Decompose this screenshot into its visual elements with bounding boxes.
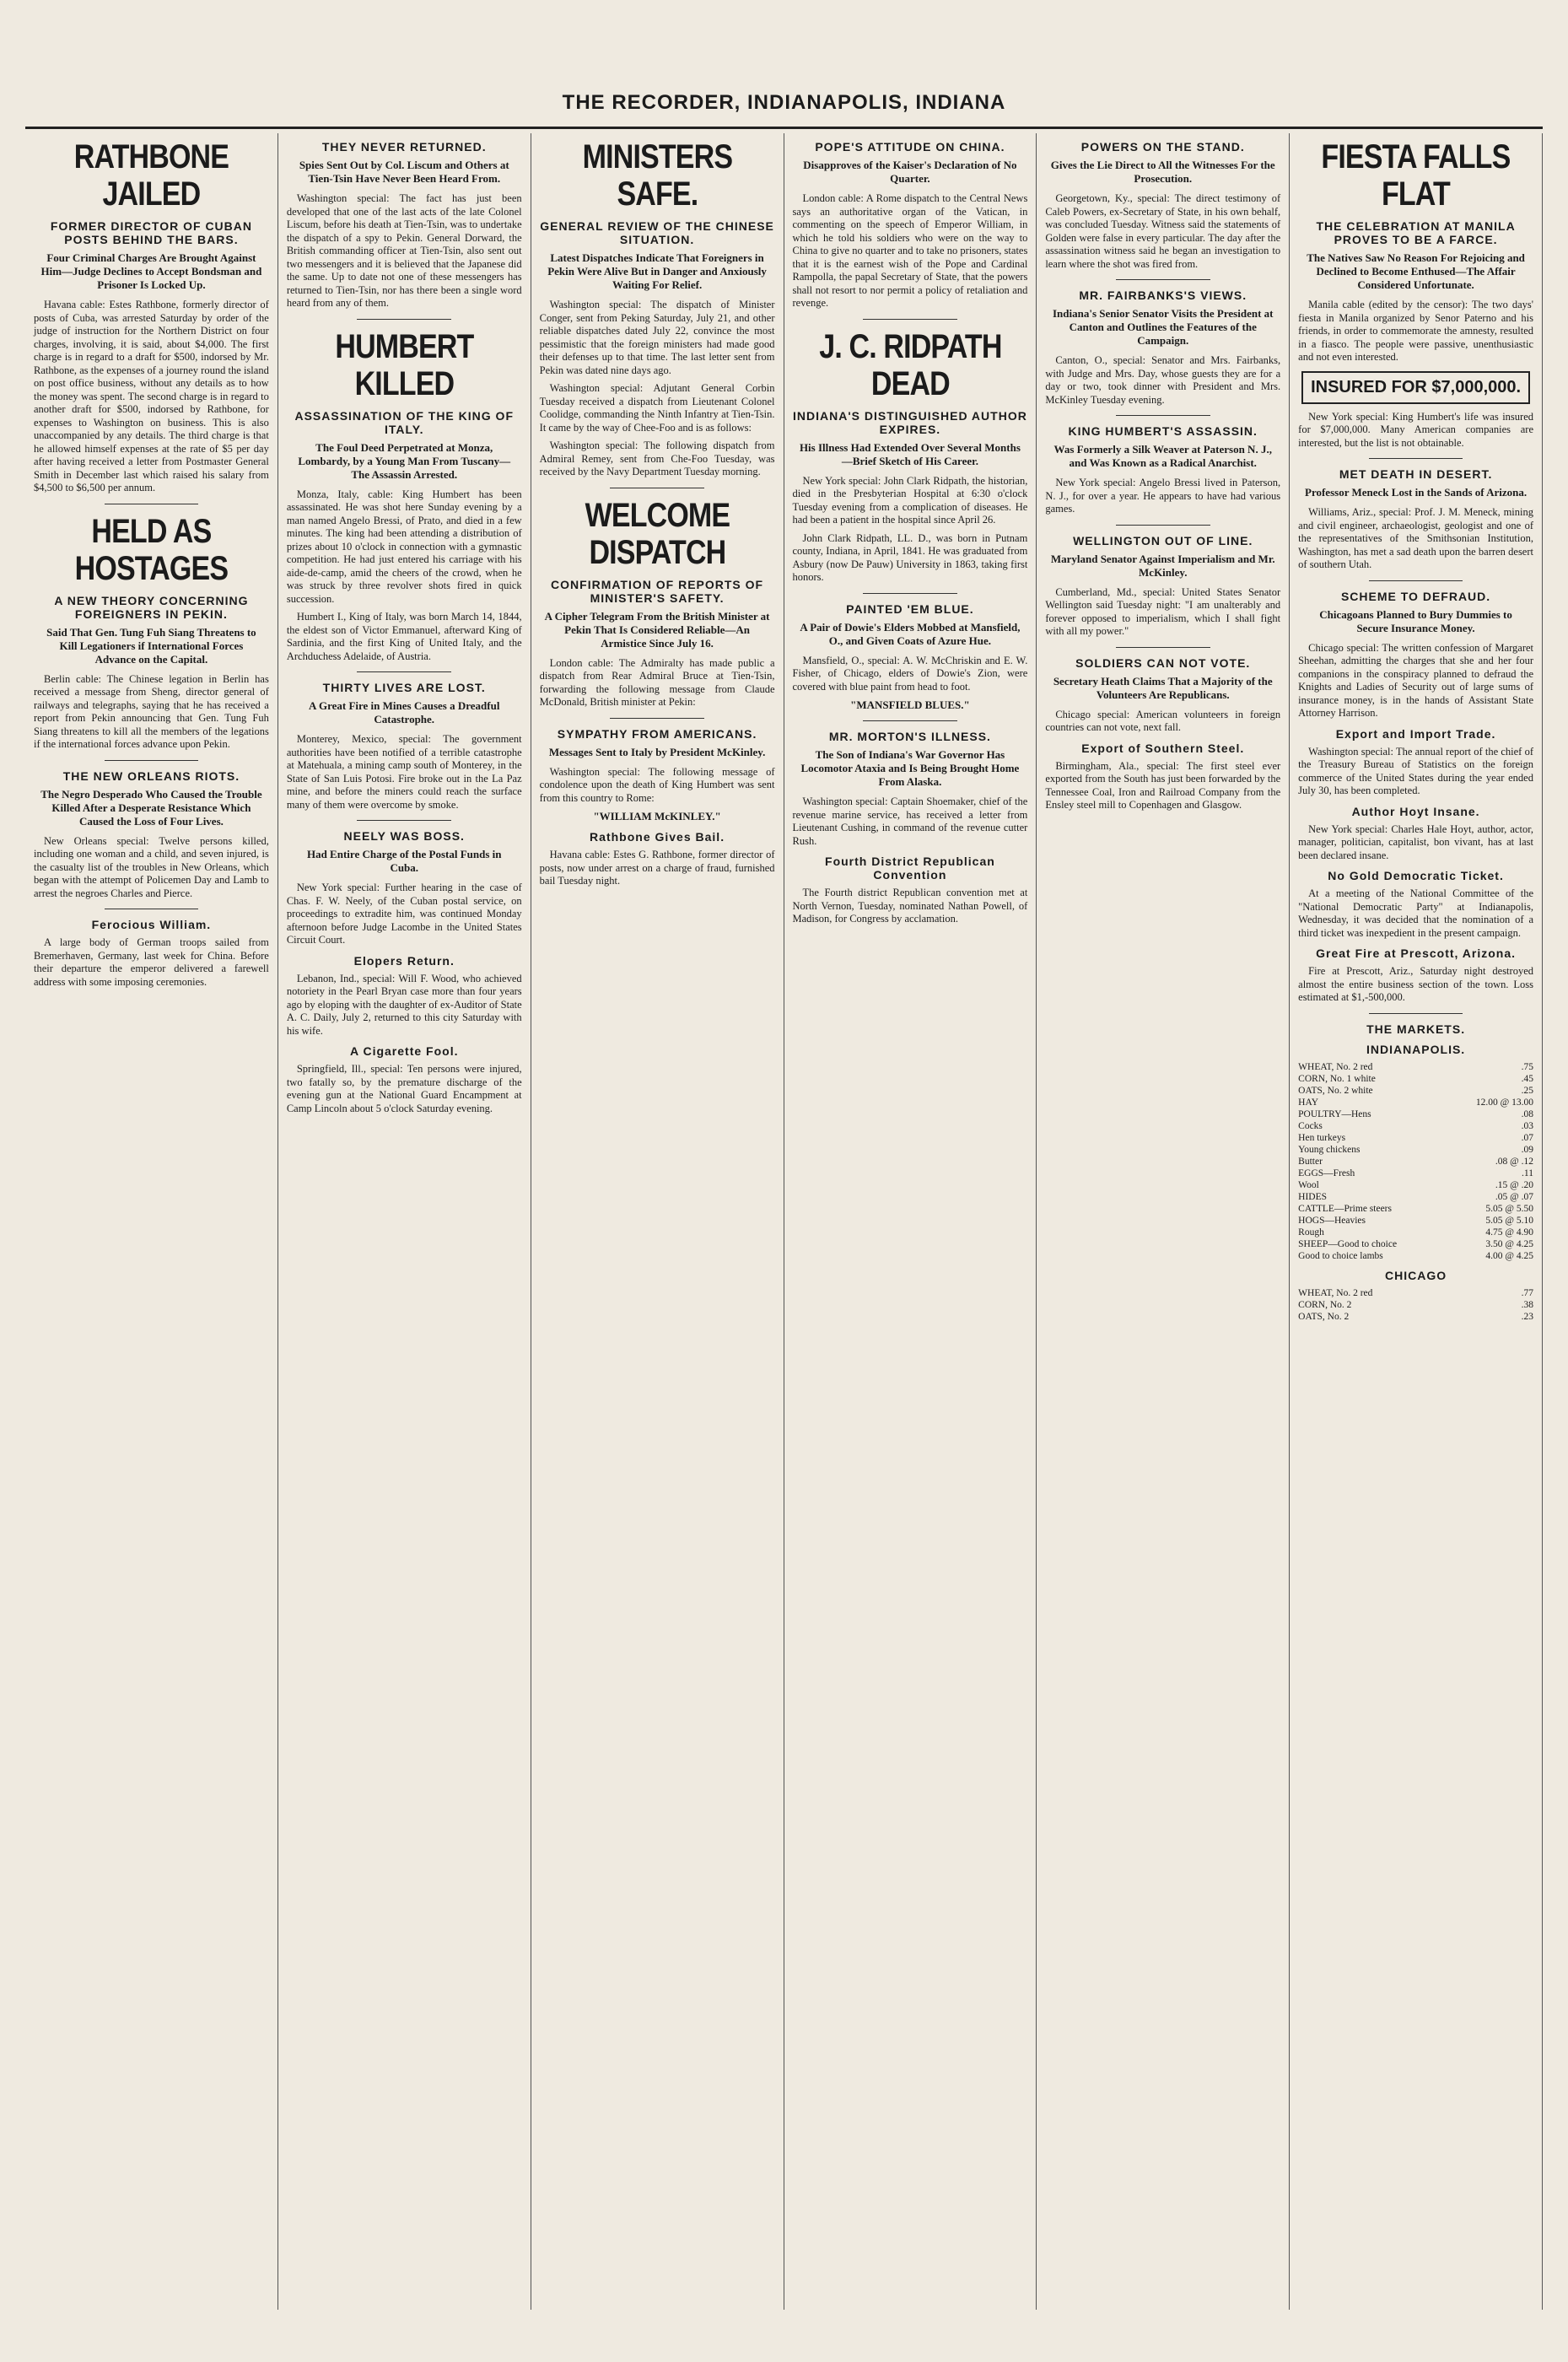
- market-row: [1298, 1168, 1533, 1179]
- headline-rathbone-bail: Rathbone Gives Bail.: [590, 830, 725, 844]
- insured-box: INSURED FOR $7,000,000.: [1301, 371, 1530, 404]
- headline-prescott: Great Fire at Prescott, Arizona.: [1316, 946, 1517, 960]
- signature: "WILLIAM McKINLEY.": [593, 810, 721, 822]
- deck-defraud: Chicagoans Planned to Bury Dummies to Secure Insurance Money.: [1319, 607, 1512, 634]
- deck-hostages: Said That Gen. Tung Fuh Siang Threatens to Kill Legationers if International Forces Advance on the Capital.: [46, 625, 256, 666]
- divider: [1116, 647, 1210, 648]
- headline-morton: MR. MORTON'S ILLNESS.: [828, 730, 991, 743]
- market-item: OATS, No. 2: [1298, 1311, 1350, 1322]
- market-item: Young chickens: [1298, 1144, 1361, 1155]
- article-body: Canton, O., special: Senator and Mrs. Fairbanks, with Judge and Mrs. Day, whose guests they are for a day or two, took dinner with President and Mrs. McKinley Tuesday evening.: [1045, 354, 1281, 406]
- article-body: Georgetown, Ky., special: The direct testimony of Caleb Powers, ex-Secretary of State, in his own behalf, was concluded Tuesday. Witness said the statements of Golden were false in every particular. The day after the assassination witness said he began an investigation to learn where the shot was fired from.: [1045, 192, 1281, 270]
- deck-morton: The Son of Indiana's War Governor Has Locomotor Ataxia and Is Being Brought Home From Alaska.: [800, 748, 1020, 788]
- deck-rathbone: Four Criminal Charges Are Brought Against Him—Judge Declines to Accept Bondsman and Prisoner Is Locked Up.: [40, 251, 262, 291]
- article-body: New Orleans special: Twelve persons killed, including one woman and a child, and seven injured, is the casualty list of the troubles in New Orleans, which began with the attempt of Policemen Day and Lamb to arrest the negroes Charles and Pierce.: [34, 834, 269, 899]
- masthead-rule: [25, 127, 1543, 129]
- market-row: [1298, 1191, 1533, 1203]
- deck-riots: The Negro Desperado Who Caused the Trouble Killed After a Desperate Resistance Which Caused the Loss of Four Lives.: [40, 787, 262, 828]
- column-5: [1037, 133, 1290, 2310]
- deck-ridpath: His Illness Had Extended Over Several Months—Brief Sketch of His Career.: [799, 440, 1021, 467]
- article-body: New York special: John Clark Ridpath, the historian, died in the Presbyterian Hospital at 6:30 o'clock Tuesday evening from a complication of diseases. He had been a patient in the hospital since April 26.: [792, 474, 1028, 526]
- headline-william: Ferocious William.: [91, 918, 212, 931]
- divider: [1369, 580, 1463, 581]
- article-body: Havana cable: Estes G. Rathbone, former director of posts, now under arrest on a charge of fraud, furnished bail Tuesday night.: [539, 849, 775, 887]
- deck-fairbanks: Indiana's Senior Senator Visits the President at Canton and Outlines the Features of the Campaign.: [1053, 307, 1274, 347]
- market-value: 3.50 @ 4.25: [1485, 1238, 1533, 1249]
- subhead-ministers-safe: GENERAL REVIEW OF THE CHINESE SITUATION.: [540, 219, 774, 246]
- market-item: Good to choice lambs: [1298, 1250, 1383, 1261]
- divider: [863, 319, 957, 320]
- market-item: Hen turkeys: [1298, 1132, 1346, 1143]
- headline-painted-blue: PAINTED 'EM BLUE.: [846, 601, 974, 616]
- subhead-rathbone: FORMER DIRECTOR OF CUBAN POSTS BEHIND THE BARS.: [50, 219, 252, 246]
- market-value: .77: [1521, 1287, 1533, 1298]
- market-item: EGGS—Fresh: [1298, 1168, 1355, 1178]
- market-value: .38: [1521, 1299, 1533, 1310]
- article-body: New York special: Charles Hale Hoyt, author, actor, manager, politician, capitalist, bon vivant, has at last been declared insane.: [1298, 822, 1533, 861]
- columns: [25, 133, 1543, 2310]
- headline-ridpath: J. C. RIDPATH DEAD: [818, 327, 1002, 402]
- article-body: Manila cable (edited by the censor): The two days' fiesta in Manila organized by Senor Paterno and his friends, in order to commemorate the amnesty, resulted in a fiasco. The people were passive, unenthusiastic and not even interested.: [1298, 299, 1533, 363]
- article-body: Washington special: Adjutant General Corbin Tuesday received a dispatch from Lieutenant Colonel Coolidge, commanding the Ninth Infantry at Tien-Tsin. It came by the way of Chee-Foo and is as follows:: [539, 382, 775, 434]
- article-body: New York special: Further hearing in the case of Chas. F. W. Neely, of the Cuban postal service, on proceedings to extradite him, was continued Monday afternoon before Judge Lacombe in the United States Circuit Court.: [286, 882, 522, 946]
- deck-powers: Gives the Lie Direct to All the Witnesses For the Prosecution.: [1050, 159, 1275, 185]
- headline-fiesta: FIESTA FALLS FLAT: [1321, 138, 1511, 213]
- article-body: Washington special: The fact has just been developed that one of the last acts of the late Colonel Liscum, before his death at Tien-Tsin, was to undertake the dispatch of a spy to Pekin. General Dorward, the British commanding officer at Tien-Tsin, also sent out two messengers and it is believed that the Japanese did the same. Up to date not one of these messengers has returned to Tien-Tsin, nor has there been a single word heard from any of them.: [286, 192, 522, 309]
- market-value: .45: [1521, 1073, 1533, 1084]
- article-body: Berlin cable: The Chinese legation in Berlin has received a message from Sheng, director general of railways and telegraphs, saying that he has received a report from Pekin announcing that Gen. Tung Fuh Siang threatens to kill all the members of the legations if the international forces advance upon Pekin.: [34, 672, 269, 750]
- headline-defraud: SCHEME TO DEFRAUD.: [1340, 589, 1491, 603]
- markets-table: [1298, 1287, 1533, 1323]
- market-item: WHEAT, No. 2 red: [1298, 1061, 1373, 1072]
- market-row: [1298, 1156, 1533, 1168]
- article-body: Springfield, Ill., special: Ten persons were injured, two fatally so, by the premature discharge of the evening gun at the National Guard Encampment at Camp Lincoln about 5 o'clock Saturday evening.: [286, 1063, 522, 1114]
- market-item: CATTLE—Prime steers: [1298, 1203, 1392, 1214]
- subhead-humbert: ASSASSINATION OF THE KING OF ITALY.: [294, 408, 514, 436]
- market-row: [1298, 1097, 1533, 1108]
- market-value: .15 @ .20: [1495, 1179, 1533, 1190]
- headline-elopers: Elopers Return.: [353, 953, 455, 968]
- market-row: [1298, 1311, 1533, 1323]
- deck-neely: Had Entire Charge of the Postal Funds in Cuba.: [306, 848, 502, 874]
- markets-table: [1298, 1061, 1533, 1262]
- divider: [610, 718, 704, 719]
- market-item: CORN, No. 2: [1298, 1299, 1352, 1310]
- article-body: New York special: King Humbert's life was insured for $7,000,000. Many American companies are interested, but the list is not obtainable.: [1298, 410, 1533, 449]
- deck-fiesta: The Natives Saw No Reason For Rejoicing and Declined to Become Enthused—The Affair Considered Unfortunate.: [1307, 251, 1525, 291]
- market-row: [1298, 1108, 1533, 1120]
- article-body: The Fourth district Republican convention met at North Vernon, Tuesday, nominated Nathan Powell, of Madison, for Congress by acclamation.: [792, 887, 1028, 925]
- deck-ministers-safe: Latest Dispatches Indicate That Foreigners in Pekin Were Alive But in Danger and Anxiously Waiting For Relief.: [547, 251, 767, 291]
- market-item: Rough: [1298, 1227, 1324, 1238]
- divider: [357, 820, 451, 821]
- subhead-hostages: A NEW THEORY CONCERNING FOREIGNERS IN PEKIN.: [54, 593, 249, 621]
- market-value: .05 @ .07: [1495, 1191, 1533, 1202]
- headline-riots: THE NEW ORLEANS RIOTS.: [62, 768, 240, 783]
- market-value: .08 @ .12: [1495, 1156, 1533, 1167]
- deck-soldiers: Secretary Heath Claims That a Majority of the Volunteers Are Republicans.: [1053, 674, 1273, 701]
- market-value: 4.00 @ 4.25: [1485, 1250, 1533, 1261]
- deck-pope: Disapproves of the Kaiser's Declaration of No Quarter.: [803, 159, 1017, 185]
- market-row: [1298, 1299, 1533, 1311]
- market-row: [1298, 1061, 1533, 1073]
- headline-powers: POWERS ON THE STAND.: [1080, 140, 1245, 154]
- market-row: [1298, 1238, 1533, 1250]
- market-item: SHEEP—Good to choice: [1298, 1238, 1398, 1249]
- market-value: .03: [1521, 1120, 1533, 1131]
- article-body: London cable: The Admiralty has made public a dispatch from Rear Admiral Bruce at Tien-Tsin, forwarding the following message from Claude McDonald, British minister at Pekin:: [539, 656, 775, 708]
- market-row: [1298, 1085, 1533, 1097]
- deck-thirty-lives: A Great Fire in Mines Causes a Dreadful Catastrophe.: [309, 699, 500, 725]
- divider: [105, 760, 199, 761]
- market-item: HOGS—Heavies: [1298, 1215, 1366, 1226]
- column-3: [531, 133, 784, 2310]
- market-item: OATS, No. 2 white: [1298, 1085, 1373, 1096]
- market-item: Wool: [1298, 1179, 1319, 1190]
- article-body: Williams, Ariz., special: Prof. J. M. Meneck, mining and civil engineer, archaeologist, geologist and one of the representatives of the Smithsonian Institution, Washington, has met a sad death upon the barren desert of southern Utah.: [1298, 506, 1533, 570]
- market-value: .08: [1521, 1108, 1533, 1119]
- headline-cigarette: A Cigarette Fool.: [349, 1044, 459, 1058]
- column-2: [278, 133, 531, 2310]
- headline-pope: POPE'S ATTITUDE ON CHINA.: [815, 140, 1005, 154]
- market-item: Cocks: [1298, 1120, 1323, 1131]
- article-body: Washington special: The following message of condolence upon the death of King Humbert was sent from this country to Rome:: [539, 765, 775, 804]
- subhead-welcome-dispatch: CONFIRMATION OF REPORTS OF MINISTER'S SAFETY.: [551, 577, 764, 605]
- headline-assassin: KING HUMBERT'S ASSASSIN.: [1068, 424, 1258, 438]
- article-body: New York special: Angelo Bressi lived in Paterson, N. J., for over a year. He appears to have had various games.: [1045, 477, 1281, 515]
- market-value: 5.05 @ 5.10: [1485, 1215, 1533, 1226]
- subhead-ridpath: INDIANA'S DISTINGUISHED AUTHOR EXPIRES.: [793, 408, 1027, 436]
- market-row: [1298, 1227, 1533, 1238]
- deck-desert: Professor Meneck Lost in the Sands of Arizona.: [1305, 486, 1528, 499]
- divider: [863, 593, 957, 594]
- article-body: Chicago special: The written confession of Margaret Sheehan, admitting the charges that she and her four companions in the conspiracy planned to defraud the Knights and Ladies of Security out of large sums of insurance money, is in the hands of Assistant State Attorney Harrison.: [1298, 641, 1533, 719]
- market-row: [1298, 1179, 1533, 1191]
- article-body: Fire at Prescott, Ariz., Saturday night destroyed almost the entire business section of the town. Loss estimated at $1,-500,000.: [1298, 965, 1533, 1003]
- market-item: CORN, No. 1 white: [1298, 1073, 1376, 1084]
- headline-convention: Fourth District Republican Convention: [825, 855, 995, 882]
- article-body: At a meeting of the National Committee of the "National Democratic Party" at Indianapolis, Wednesday, it was decided that the nomination of a third ticket was inexpedient in the present campaign.: [1298, 887, 1533, 939]
- market-row: [1298, 1250, 1533, 1262]
- market-row: [1298, 1073, 1533, 1085]
- article-body: A large body of German troops sailed from Bremerhaven, Germany, last week for China. Before their departure the emperor delivered a farewell address with some imposing ceremonies.: [34, 936, 269, 988]
- headline-sympathy: SYMPATHY FROM AMERICANS.: [557, 726, 757, 741]
- article-body: Humbert I., King of Italy, was born March 14, 1844, the eldest son of Victor Emmanuel, afterward King of Sardinia, and the first King of United Italy, and the Archduchess Adelaide, of Austria.: [286, 611, 522, 662]
- article-body: Chicago special: American volunteers in foreign countries can not vote, next fall.: [1045, 708, 1281, 733]
- deck-painted-blue: A Pair of Dowie's Elders Mobbed at Mansfield, O., and Given Coats of Azure Hue.: [800, 620, 1021, 647]
- market-value: 5.05 @ 5.50: [1485, 1203, 1533, 1214]
- divider: [1116, 525, 1210, 526]
- deck-wellington: Maryland Senator Against Imperialism and Mr. McKinley.: [1050, 552, 1275, 579]
- article-body: Washington special: The dispatch of Minister Conger, sent from Peking Saturday, July 21, and other reliable dispatches dated July 22, convince the most pessimistic that the foreign ministers had made good their defenses up to that time. The last letter sent from Pekin was dated nine days ago.: [539, 299, 775, 376]
- market-item: WHEAT, No. 2 red: [1298, 1287, 1373, 1298]
- article-body: Washington special: Captain Shoemaker, chief of the revenue marine service, has received a letter from Lieutenant Cushing, in command of the revenue cutter Rush.: [792, 795, 1028, 847]
- market-row: [1298, 1203, 1533, 1215]
- markets-subtitle: INDIANAPOLIS.: [1366, 1042, 1466, 1056]
- article-body: Washington special: The following dispatch from Admiral Remey, sent from Che-Foo Tuesday, was received by the Navy Department Tuesday morning.: [539, 440, 775, 477]
- market-row: [1298, 1132, 1533, 1144]
- market-row: [1298, 1287, 1533, 1299]
- divider: [1116, 415, 1210, 416]
- divider: [1116, 279, 1210, 280]
- article-body: London cable: A Rome dispatch to the Central News says an authoritative organ of the Vatican, in commenting on the speech of Emperor William, in which he told his soldiers who were on the way to China to give no quarter and to take no prisoners, states that it is the earnest wish of the Pope and Cardinal Rampolla, the papal Secretary of State, that the powers shall not resort to nor permit a policy of retaliation and revenge.: [792, 192, 1028, 309]
- column-4: [784, 133, 1037, 2310]
- article-body: Havana cable: Estes Rathbone, formerly director of posts of Cuba, was arrested Saturday by order of the judge of instruction for the Northern District on four charges, involving, it is said, about $4,000. The first charge is in regard to a draft for $500, indorsed by Mr. Rathbone, as the expenses of a journey round the island on post office business, without any details as to how the money was spent. The second charge is in regard to another draft for $500, indorsed by Rathbone, for expenses to Washington on business. This is also unaccompanied by any details. The third charge is that he allowed himself expenses at the rate of $5 per day after having received a letter from Postmaster General Smith in December last which raised his salary from $4,500 to $6,500 per annum.: [34, 299, 269, 493]
- headline-gold-democratic: No Gold Democratic Ticket.: [1328, 869, 1504, 882]
- market-value: .07: [1521, 1132, 1533, 1143]
- market-item: HIDES: [1298, 1191, 1328, 1202]
- markets-subtitle: CHICAGO: [1385, 1268, 1447, 1282]
- markets-title: THE MARKETS.: [1366, 1022, 1466, 1036]
- headline-wellington: WELLINGTON OUT OF LINE.: [1073, 533, 1253, 547]
- article-body: Washington special: The annual report of the chief of the Treasury Bureau of Statistics on the foreign commerce of the United States during the year ended July 30, has been completed.: [1298, 745, 1533, 796]
- market-value: .23: [1521, 1311, 1533, 1322]
- headline-hostages: HELD AS HOSTAGES: [74, 512, 229, 587]
- divider: [863, 720, 957, 721]
- column-1: [25, 133, 278, 2310]
- deck-welcome-dispatch: A Cipher Telegram From the British Minister at Pekin That Is Considered Reliable—An Armistice Since July 16.: [544, 609, 770, 650]
- headline-humbert: HUMBERT KILLED: [335, 327, 474, 402]
- market-row: [1298, 1215, 1533, 1227]
- masthead: THE RECORDER, INDIANAPOLIS, INDIANA: [562, 91, 1006, 114]
- market-item: Butter: [1298, 1156, 1323, 1167]
- headline-soldiers: SOLDIERS CAN NOT VOTE.: [1075, 655, 1251, 670]
- article-body: Birmingham, Ala., special: The first steel ever exported from the South has just been forwarded by the Tennessee Coal, Iron and Railroad Company from the Ensley steel mill to Copenhagen and Glasgow.: [1045, 759, 1281, 811]
- headline-rathbone: RATHBONE JAILED: [73, 138, 229, 213]
- headline-welcome-dispatch: WELCOME DISPATCH: [585, 496, 730, 571]
- deck-never-returned: Spies Sent Out by Col. Liscum and Others at Tien-Tsin Have Never Been Heard From.: [299, 159, 509, 185]
- market-value: .11: [1522, 1168, 1533, 1178]
- column-6: [1290, 133, 1543, 2310]
- article-body: Monterey, Mexico, special: The government authorities have been notified of a terrible catastrophe at Matehuala, a mining camp south of Monterey, in the State of San Luis Potosi. Fire broke out in the La Paz mine, and before the miners could reach the surface many of them were overcome by smoke.: [286, 733, 522, 811]
- divider: [357, 671, 451, 672]
- headline-export: Export and Import Trade.: [1335, 726, 1496, 741]
- article-body: Lebanon, Ind., special: Will F. Wood, who achieved notoriety in the Pearl Bryan case more than four years ago by eloping with the daughter of ex-Auditor of State A. C. Daily, July 2, returned to this city Saturday with his wife.: [286, 972, 522, 1037]
- deck-assassin: Was Formerly a Silk Weaver at Paterson N. J., and Was Known as a Radical Anarchist.: [1053, 443, 1272, 469]
- market-value: .09: [1521, 1144, 1533, 1155]
- market-row: [1298, 1144, 1533, 1156]
- market-value: .75: [1521, 1061, 1533, 1072]
- market-value: 12.00 @ 13.00: [1475, 1097, 1533, 1108]
- headline-fairbanks: MR. FAIRBANKS'S VIEWS.: [1079, 289, 1247, 302]
- article-body: John Clark Ridpath, LL. D., was born in Putnam county, Indiana, in April, 1841. He was graduated from Asbury (now De Pauw) University in 1863, taking first honors.: [792, 531, 1028, 583]
- article-body: Cumberland, Md., special: United States Senator Wellington said Tuesday night: "I am unalterably and forever opposed to imperialism, which I shall fight with all my power.": [1045, 585, 1281, 637]
- deck-humbert: The Foul Deed Perpetrated at Monza, Lombardy, by a Young Man From Tuscany—The Assassin Arrested.: [298, 440, 511, 481]
- headline-desert: MET DEATH IN DESERT.: [1339, 467, 1493, 481]
- market-item: HAY: [1298, 1097, 1319, 1108]
- article-body: Monza, Italy, cable: King Humbert has been assassinated. He was shot here Sunday evening by a man named Angelo Bressi, of Prato, and died in a few minutes. The king had been attending a distribution of prizes about 10 o'clock in connection with a gymnastic competition. He had just entered his carriage with his aide-de-camp, amid the cheers of the crowd, when he was struck by three revolver shots fired in quick succession.: [286, 488, 522, 605]
- divider: [1369, 458, 1463, 459]
- headline-never-returned: THEY NEVER RETURNED.: [321, 140, 487, 154]
- market-row: [1298, 1120, 1533, 1132]
- headline-steel: Export of Southern Steel.: [1081, 741, 1245, 755]
- signature: "MANSFIELD BLUES.": [850, 698, 970, 711]
- divider: [1369, 1013, 1463, 1014]
- headline-thirty-lives: THIRTY LIVES ARE LOST.: [322, 681, 486, 694]
- headline-neely: NEELY WAS BOSS.: [343, 829, 465, 843]
- divider: [357, 319, 451, 320]
- market-value: .25: [1521, 1085, 1533, 1096]
- headline-hoyt: Author Hoyt Insane.: [1351, 804, 1480, 818]
- headline-ministers-safe: MINISTERS SAFE.: [582, 138, 732, 213]
- market-value: 4.75 @ 4.90: [1485, 1227, 1533, 1238]
- market-item: POULTRY—Hens: [1298, 1108, 1371, 1119]
- subhead-fiesta: THE CELEBRATION AT MANILA PROVES TO BE A FARCE.: [1316, 219, 1516, 246]
- deck-sympathy: Messages Sent to Italy by President McKinley.: [548, 745, 766, 758]
- article-body: Mansfield, O., special: A. W. McChriskin and E. W. Fisher, of Chicago, elders of Dowie's Zion, were covered with blue paint from head to foot.: [792, 654, 1028, 693]
